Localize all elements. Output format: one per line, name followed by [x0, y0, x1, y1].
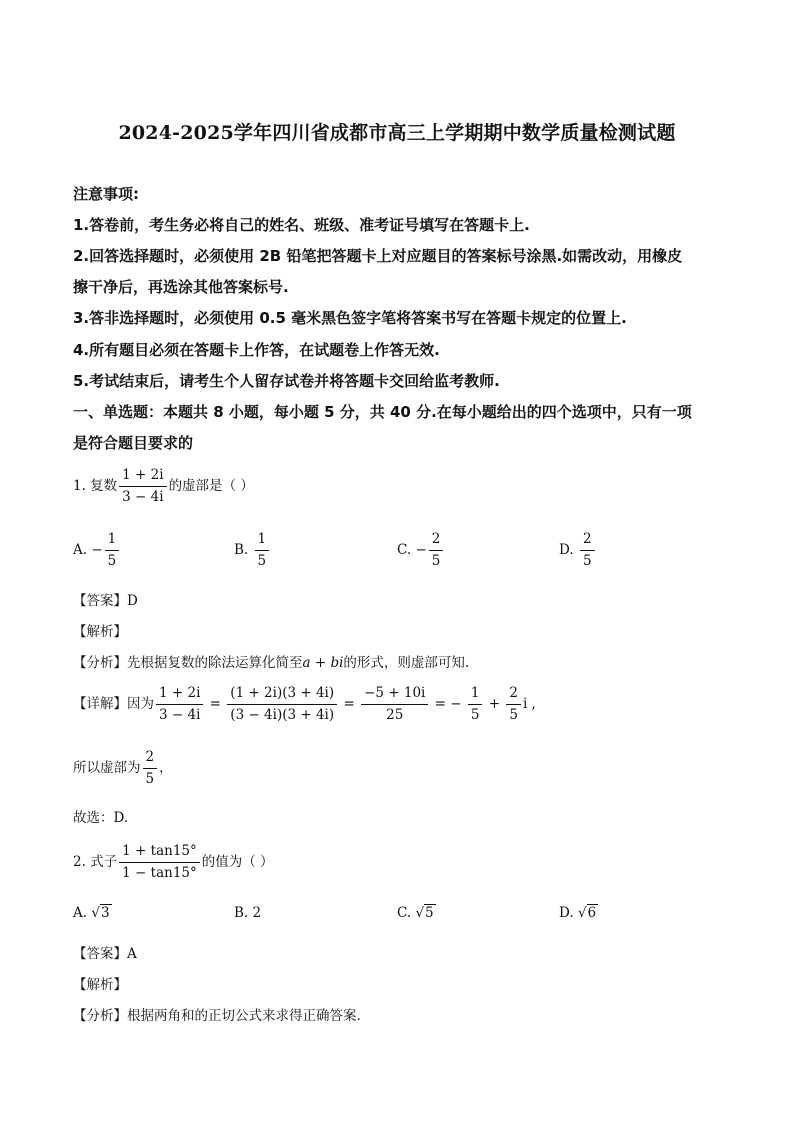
- q1-analysis-tail: 的形式，则虚部可知.: [343, 655, 470, 671]
- q1-frac-den: 3 − 4i: [122, 489, 164, 505]
- option-label: D.: [559, 905, 574, 921]
- q2-fraction: [119, 842, 200, 883]
- q1-so-num: 2: [143, 748, 158, 769]
- q2-analysis: 【分析】根据两角和的正切公式来求得正确答案.: [73, 1008, 361, 1024]
- detail-f5-den: 5: [509, 707, 518, 723]
- notes-heading: 注意事项:: [73, 185, 139, 203]
- q2-analysis-heading: 【解析】: [73, 977, 127, 993]
- option-radicand: 6: [587, 905, 597, 921]
- option-sign: −: [415, 542, 427, 558]
- option-num: 1: [105, 530, 120, 551]
- q1-analysis: [73, 651, 469, 671]
- q1-detail-heading: 【详解】因为: [73, 696, 154, 712]
- detail-f4-num: 1: [468, 684, 483, 705]
- option-label: B. 2: [234, 905, 262, 921]
- option-label: A.: [73, 905, 88, 921]
- option-radicand: 3: [100, 905, 110, 921]
- q1-option-d: [559, 530, 597, 571]
- q1-so: [73, 748, 173, 789]
- section-heading-line1: 一、单选题：本题共 8 小题，每小题 5 分，共 40 分.在每小题给出的四个选项中，只有一项: [73, 403, 692, 421]
- option-num: 2: [580, 530, 595, 551]
- detail-f5-num: 2: [506, 684, 521, 705]
- option-num: 2: [429, 530, 444, 551]
- option-den: 5: [582, 553, 592, 569]
- q1-fraction: [119, 466, 166, 507]
- option-label: B.: [234, 542, 249, 558]
- q2-frac-den: 1 − tan15°: [122, 865, 197, 881]
- option-sign: −: [91, 542, 103, 558]
- detail-f3-den: 25: [386, 707, 404, 723]
- q1-analysis-expr: a + bi: [302, 655, 344, 671]
- q2-answer: 【答案】A: [73, 946, 137, 962]
- q2-frac-num: 1 + tan15°: [119, 842, 200, 863]
- section-heading-line2: 是符合题目要求的: [73, 434, 194, 452]
- sqrt-icon: √3: [91, 905, 110, 921]
- option-label: D.: [559, 542, 574, 558]
- q1-detail: 【详解】因为 $\frac{1 + 2i}{3 - 4i}$ = $\frac{(1 + 2i)(3 + 4i)}{(3 - 4i)(3 + 4i)}$ = $\frac{-5 + 10i}{25}$ = − $\frac{1}{5}$ + $\frac{2}{5}$ i ,: [73, 685, 536, 723]
- q1-answer: 【答案】D: [73, 593, 138, 609]
- sqrt-icon: √6: [577, 905, 597, 921]
- option-label: C.: [397, 542, 412, 558]
- q1-choose: 故选：D.: [73, 810, 129, 826]
- option-num: 1: [255, 530, 270, 551]
- note-item-4: 4.所有题目必须在答题卡上作答，在试题卷上作答无效.: [73, 341, 440, 359]
- q1-option-b: [234, 530, 271, 571]
- q1-so-tail: ，: [159, 760, 173, 776]
- q2-suffix: 的值为（ ）: [201, 854, 274, 870]
- question-1: [73, 466, 254, 507]
- q1-option-a: [73, 530, 121, 571]
- q1-prefix: 1. 复数: [73, 478, 118, 494]
- q1-frac-num: 1 + 2i: [119, 466, 166, 487]
- q2-option-d: [559, 905, 598, 921]
- q2-option-b: [234, 905, 261, 921]
- question-2: [73, 842, 274, 883]
- q2-option-c: [397, 905, 436, 921]
- sqrt-icon: √5: [415, 905, 434, 921]
- detail-f2-num: (1 + 2i)(3 + 4i): [227, 684, 337, 705]
- note-item-5: 5.考试结束后，请考生个人留存试卷并将答题卡交回给监考教师.: [73, 372, 500, 390]
- note-item-2: 2.回答选择题时，必须使用 2B 铅笔把答题卡上对应题目的答案标号涂黑.如需改动，用橡皮: [73, 247, 683, 265]
- page-title: 2024-2025学年四川省成都市高三上学期期中数学质量检测试题: [118, 122, 676, 144]
- detail-f1-num: 1 + 2i: [156, 684, 203, 705]
- q1-analysis-heading: 【解析】: [73, 624, 127, 640]
- q2-prefix: 2. 式子: [73, 854, 118, 870]
- q1-option-c: [397, 530, 445, 571]
- note-item-2-cont: 擦干净后，再选涂其他答案标号.: [73, 278, 289, 296]
- note-item-3: 3.答非选择题时，必须使用 0.5 毫米黑色签字笔将答案书写在答题卡规定的位置上.: [73, 309, 627, 327]
- q1-so-text: 所以虚部为: [73, 760, 141, 776]
- option-label: A.: [73, 542, 88, 558]
- detail-tail: i ,: [522, 696, 536, 712]
- q2-option-a: [73, 905, 112, 921]
- q1-analysis-text: 【分析】先根据复数的除法运算化简至: [73, 655, 303, 671]
- option-den: 5: [107, 553, 117, 569]
- detail-f3-num: −5 + 10i: [361, 684, 428, 705]
- note-item-1: 1.答卷前，考生务必将自己的姓名、班级、准考证号填写在答题卡上.: [73, 216, 530, 234]
- option-radicand: 5: [425, 905, 434, 921]
- detail-f4-den: 5: [470, 707, 480, 723]
- detail-f2-den: (3 − 4i)(3 + 4i): [230, 707, 335, 723]
- q1-suffix: 的虚部是（ ）: [168, 478, 254, 494]
- q1-so-den: 5: [145, 771, 155, 787]
- detail-f1-den: 3 − 4i: [159, 707, 201, 723]
- option-den: 5: [257, 553, 267, 569]
- option-label: C.: [397, 905, 412, 921]
- option-den: 5: [431, 553, 441, 569]
